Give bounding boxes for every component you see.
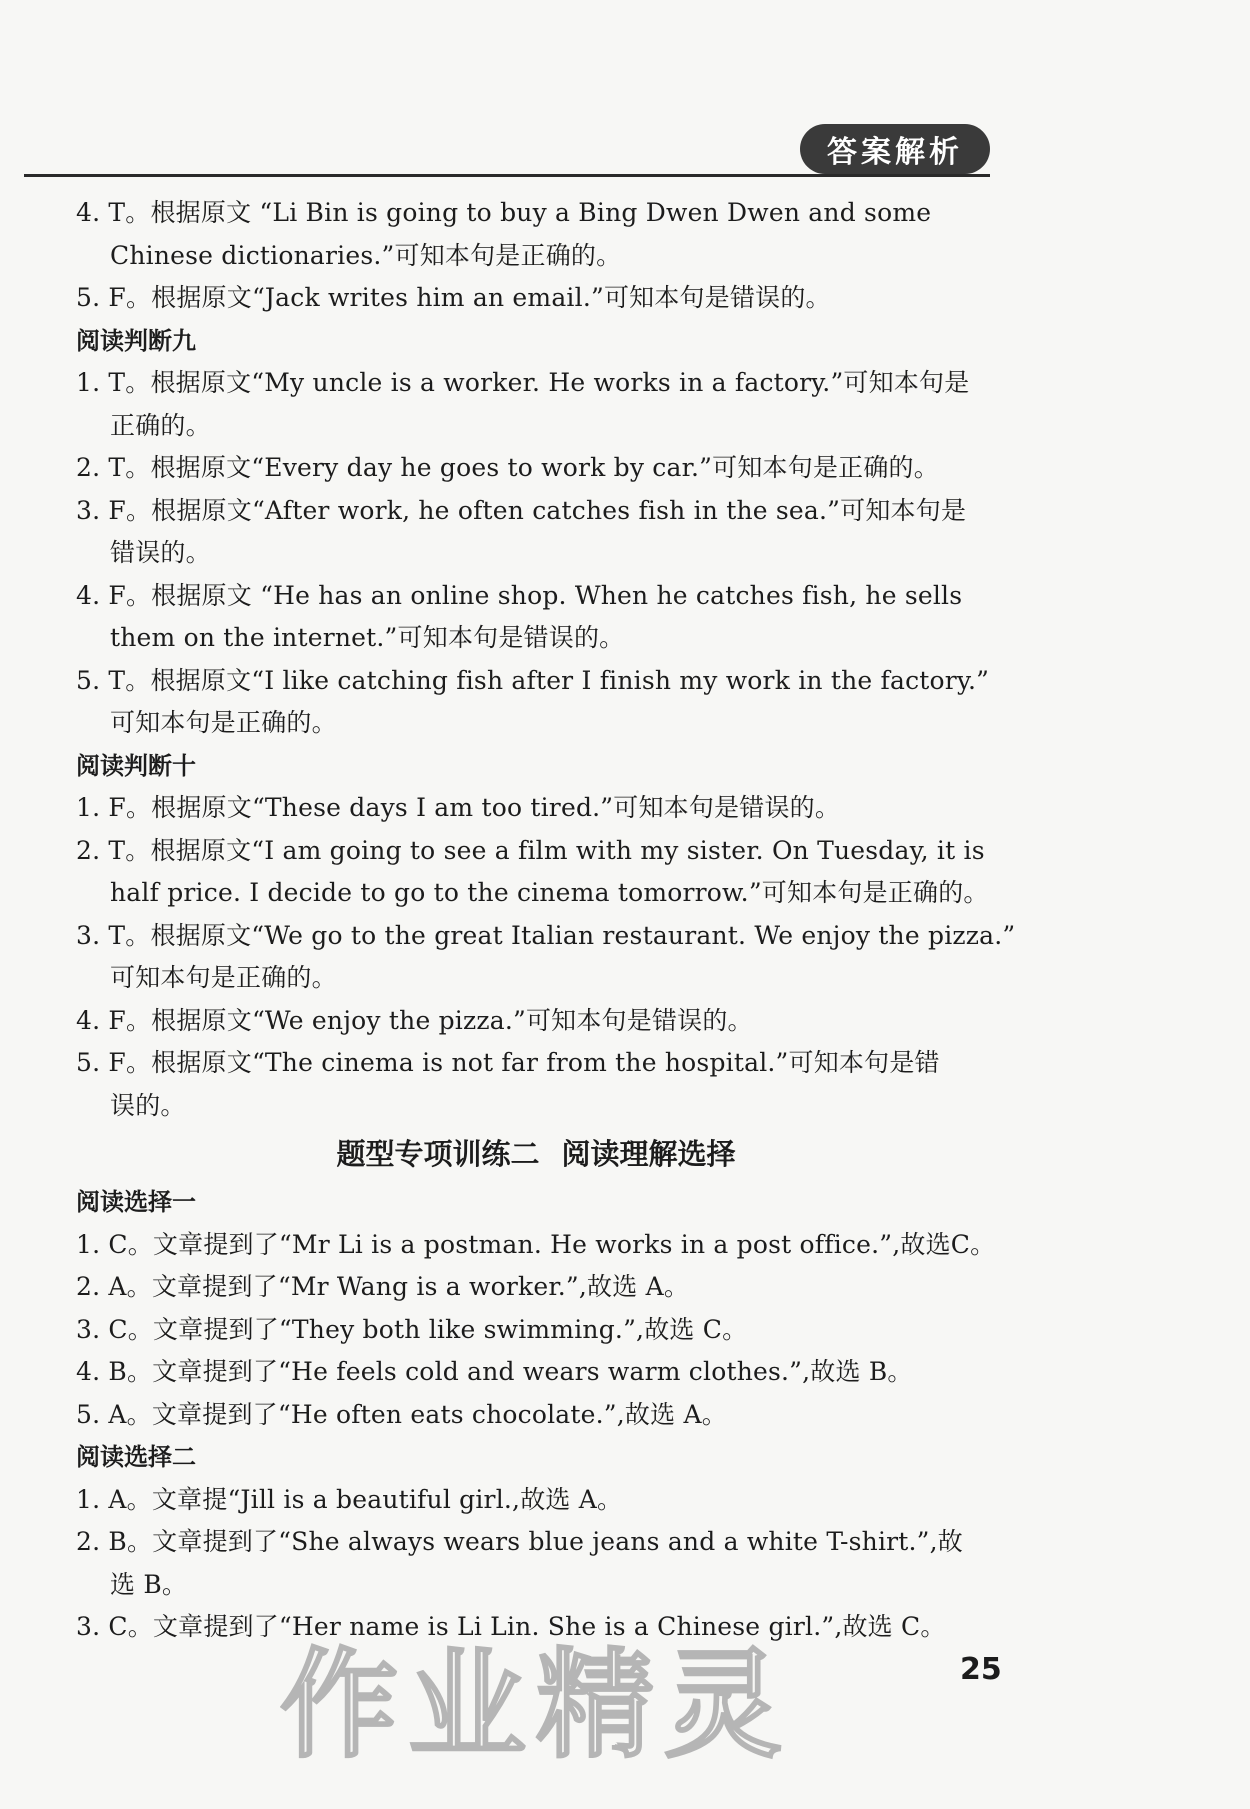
answer-line: 选 B。 (110, 1569, 188, 1599)
answer-line: 4. B。文章提到了“He feels cold and wears warm clothes.”,故选 B。 (76, 1357, 913, 1386)
answer-item (76, 490, 996, 575)
section-heading: 阅读选择一 (76, 1188, 196, 1216)
answer-line: Chinese dictionaries.”可知本句是正确的。 (110, 240, 622, 270)
answer-line: 3. T。根据原文“We go to the great Italian restaurant. We enjoy the pizza.” (76, 920, 1016, 950)
answer-item (76, 830, 996, 915)
answer-item (76, 1351, 996, 1394)
answer-line: them on the internet.”可知本句是错误的。 (110, 623, 625, 652)
answer-line: 3. F。根据原文“After work, he often catches fish in the sea.”可知本句是 (76, 495, 967, 525)
answer-content (76, 192, 1016, 1649)
answer-line: 误的。 (110, 1090, 186, 1120)
header-badge: 答案解析 (800, 124, 990, 174)
answer-line: 5. A。文章提到了“He often eats chocolate.”,故选 A。 (76, 1399, 727, 1429)
answer-line: 5. F。根据原文“The cinema is not far from the hospital.”可知本句是错 (76, 1048, 940, 1077)
answer-line: 2. A。文章提到了“Mr Wang is a worker.”,故选 A。 (76, 1272, 690, 1301)
answer-line: 3. C。文章提到了“Her name is Li Lin. She is a Chinese girl.”,故选 C。 (76, 1612, 946, 1641)
section-heading: 阅读选择二 (76, 1443, 196, 1471)
answer-line: 4. F。根据原文 “He has an online shop. When he catches fish, he sells (76, 580, 963, 610)
answer-item (76, 1042, 996, 1127)
answer-item (76, 1000, 996, 1043)
answer-line: 4. T。根据原文 “Li Bin is going to buy a Bing Dwen Dwen and some (76, 198, 932, 227)
answer-line: 正确的。 (110, 410, 211, 440)
answer-line: 1. T。根据原文“My uncle is a worker. He works in a factory.”可知本句是 (76, 368, 970, 397)
answer-item (76, 1309, 996, 1352)
answer-item (76, 1521, 996, 1606)
answer-item (76, 1479, 996, 1522)
answer-line: half price. I decide to go to the cinema tomorrow.”可知本句是正确的。 (110, 878, 989, 907)
answer-item (76, 660, 996, 745)
answer-line: 1. F。根据原文“These days I am too tired.”可知本句是错误的。 (76, 793, 841, 822)
answer-item (76, 1266, 996, 1309)
answer-item (76, 1224, 996, 1267)
section-heading: 阅读判断九 (76, 326, 196, 355)
answer-item (76, 192, 996, 277)
answer-line: 可知本句是正确的。 (110, 708, 337, 737)
answer-line: 5. T。根据原文“I like catching fish after I finish my work in the factory.” (76, 665, 990, 695)
answer-item (76, 787, 996, 830)
answer-line: 2. T。根据原文“Every day he goes to work by car.”可知本句是正确的。 (76, 453, 939, 482)
watermark-logo: 作业精灵 (280, 1636, 793, 1774)
answer-item (76, 1394, 996, 1437)
header-divider (24, 174, 990, 177)
answer-item (76, 447, 996, 490)
answer-line: 3. C。文章提到了“They both like swimming.”,故选 C。 (76, 1314, 748, 1344)
answer-item (76, 277, 996, 320)
answer-line: 1. C。文章提到了“Mr Li is a postman. He works in a post office.”,故选C。 (76, 1229, 996, 1259)
answer-line: 4. F。根据原文“We enjoy the pizza.”可知本句是错误的。 (76, 1005, 753, 1035)
answer-line: 2. T。根据原文“I am going to see a film with my sister. On Tuesday, it is (76, 835, 985, 865)
answer-item (76, 915, 1016, 1000)
answer-item (76, 575, 996, 660)
answer-line: 可知本句是正确的。 (110, 963, 337, 992)
section-title: 题型专项训练二 阅读理解选择 (336, 1137, 736, 1171)
answer-line: 2. B。文章提到了“She always wears blue jeans and a white T-shirt.”,故 (76, 1527, 964, 1556)
page-number: 25 (960, 1652, 1002, 1687)
section-heading: 阅读判断十 (76, 751, 196, 780)
answer-line: 1. A。文章提“Jill is a beautiful girl.,故选 A。 (76, 1484, 623, 1514)
answer-line: 错误的。 (110, 538, 211, 567)
answer-line: 5. F。根据原文“Jack writes him an email.”可知本句是错误的。 (76, 283, 831, 312)
answer-item (76, 362, 996, 447)
